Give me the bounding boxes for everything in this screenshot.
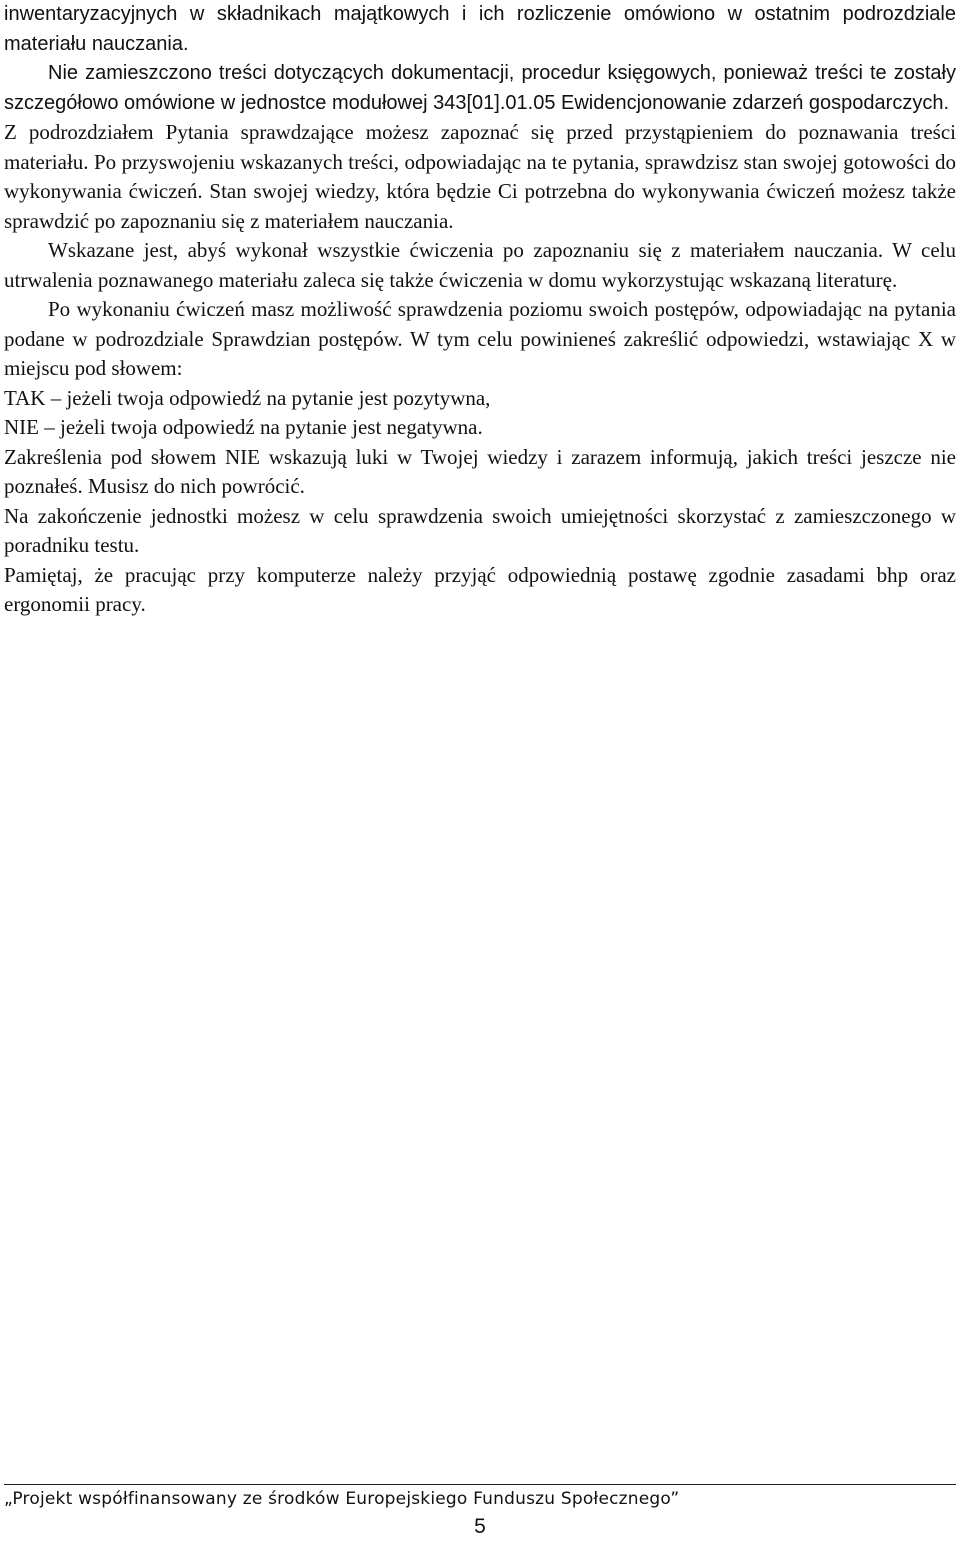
paragraph-omitted-content: Nie zamieszczono treści dotyczących dokumentacji, procedur księgowych, ponieważ treści te zostały szczegółowo omówione w jednostce modułowej 343[01].01.05 Ewidencjonowanie zdarzeń gospodarczych. <box>4 62 956 114</box>
paragraph-checking-questions: Z podrozdziałem Pytania sprawdzające możesz zapoznać się przed przystąpieniem do poznawania treści materiału. Po przyswojeniu wskazanych treści, odpowiadając na te pytania, sprawdzisz stan swojej gotowości do wykonywania ćwiczeń. Stan swojej wiedzy, która będzie Ci potrzebna do wykonywania ćwiczeń możesz także sprawdzić po zapoznaniu się z materiałem nauczania. <box>4 120 956 233</box>
line-tak: TAK – jeżeli twoja odpowiedź na pytanie jest pozytywna, <box>4 385 491 410</box>
page-number: 5 <box>474 1515 486 1538</box>
paragraph-final-test: Na zakończenie jednostki możesz w celu sprawdzenia swoich umiejętności skorzystać z zamieszczonego w poradniku testu. <box>4 503 956 557</box>
footer-divider <box>4 1484 956 1485</box>
paragraph-progress-test: Po wykonaniu ćwiczeń masz możliwość sprawdzenia poziomu swoich postępów, odpowiadając na pytania podane w podrozdziale Sprawdzian postępów. W tym celu powinieneś zakreślić odpowiedzi, wstawiając X w miejscu pod słowem: <box>4 297 956 380</box>
footer-funding-note: „Projekt współfinansowany ze środków Europejskiego Funduszu Społecznego” <box>4 1489 680 1509</box>
paragraph-gaps: Zakreślenia pod słowem NIE wskazują luki w Twojej wiedzy i zarazem informują, jakich treści jeszcze nie poznałeś. Musisz do nich powrócić. <box>4 444 956 498</box>
line-nie: NIE – jeżeli twoja odpowiedź na pytanie jest negatywna. <box>4 415 483 439</box>
document-body <box>4 0 956 620</box>
paragraph-ergonomics: Pamiętaj, że pracując przy komputerze należy przyjąć odpowiednią postawę zgodnie zasadami bhp oraz ergonomii pracy. <box>4 562 956 616</box>
paragraph-exercises: Wskazane jest, abyś wykonał wszystkie ćwiczenia po zapoznaniu się z materiałem nauczania. W celu utrwalenia poznawanego materiału zaleca się także ćwiczenia w domu wykorzystując wskazaną literaturę. <box>4 238 956 292</box>
paragraph-inventory: inwentaryzacyjnych w składnikach majątkowych i ich rozliczenie omówiono w ostatnim podrozdziale materiału nauczania. <box>4 3 956 55</box>
